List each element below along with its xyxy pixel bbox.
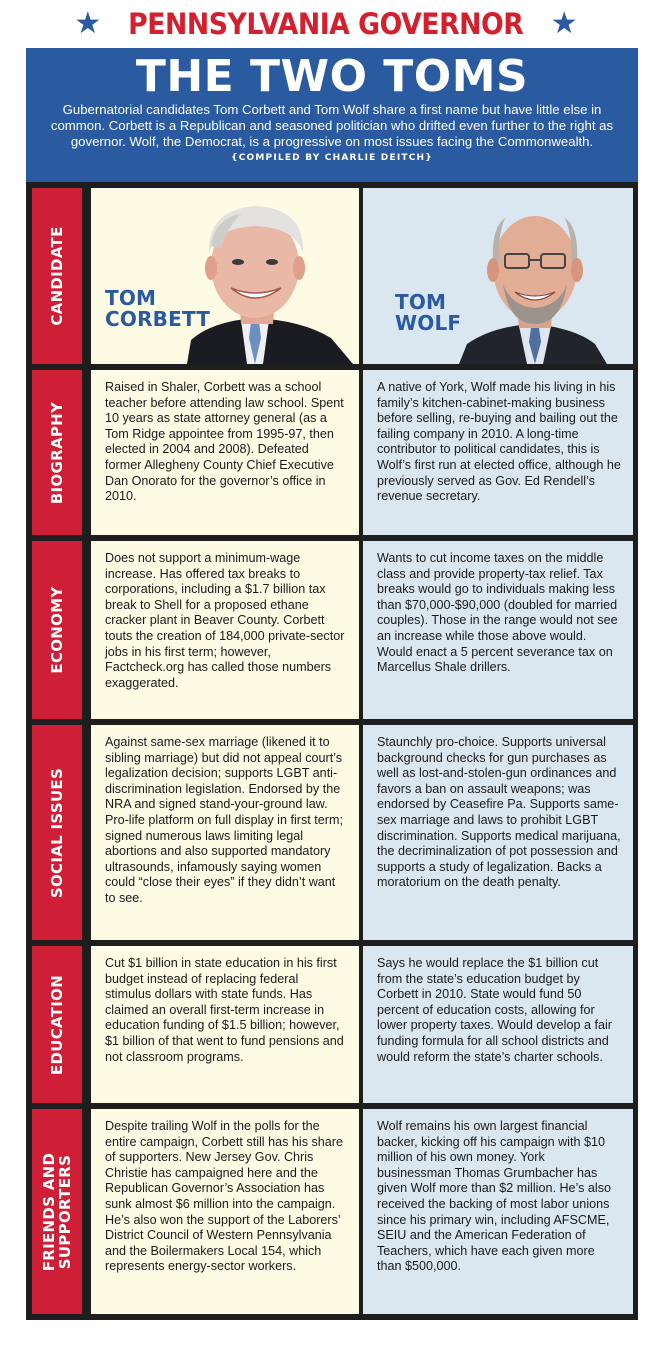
header-panel <box>26 48 638 182</box>
star-icon: ★ <box>74 7 102 40</box>
page-title: THE TWO TOMS <box>135 51 529 102</box>
row-education <box>26 940 638 1103</box>
kicker: PENNSYLVANIA GOVERNOR <box>128 7 524 41</box>
wolf-economy: Wants to cut income taxes on the middle class and provide property-tax relief. Tax breaks would go to individuals making less than $70,000-$90,000 (doubled for married couples). Those in the range would not see an increase while those above would. Would enact a 5 percent severance tax on Marcellus Shale drillers. <box>363 541 633 719</box>
wolf-friends-supporters: Wolf remains his own largest financial backer, kicking off his campaign with $10 million of his own money. York businessman Thomas Grumbacher has given Wolf more than $2 million. He’s also received the backing of most labor unions since his primary win, including AFSCME, SEIU and the American Federation of Teachers, which have each given more than $500,000. <box>363 1109 633 1314</box>
row-label-candidate: CANDIDATE <box>32 188 82 364</box>
row-social-issues <box>26 719 638 940</box>
corbett-portrait-cell <box>91 188 359 364</box>
row-economy <box>26 535 638 719</box>
row-candidate <box>26 182 638 364</box>
corbett-portrait <box>91 188 359 364</box>
row-label-education: EDUCATION <box>32 946 82 1103</box>
wolf-education: Says he would replace the $1 billion cut from the state’s education budget by Corbett in 2010. State would fund 50 percent of education costs, allowing for lower property taxes. Would develop a fair funding formula for all school districts and would reform the state’s charter schools. <box>363 946 633 1103</box>
corbett-social-issues: Against same-sex marriage (likened it to sibling marriage) but did not appeal court’s legalization decision; supports LGBT anti-discrimination legislation. Endorsed by the NRA and signed stand-your-ground law. Pro-life platform on full display in first term; signed numerous laws limiting legal abortions and also supported mandatory ultrasounds, infamously saying women could “close their eyes” if they didn’t want to see. <box>91 725 359 940</box>
row-biography <box>26 364 638 535</box>
row-label-social-issues: SOCIAL ISSUES <box>32 725 82 940</box>
row-label-economy: ECONOMY <box>32 541 82 719</box>
intro-text: Gubernatorial candidates Tom Corbett and Tom Wolf share a first name but have little else in common. Corbett is a Republican and seasoned politician who drifted even further to the right as governor. Wolf, the Democrat, is a progressive on most issues facing the Commonwealth. <box>50 102 614 149</box>
row-label-friends-supporters: FRIENDS AND SUPPORTERS <box>32 1109 82 1314</box>
wolf-social-issues: Staunchly pro-choice. Supports universal background checks for gun purchases as well as lost-and-stolen-gun ordinances and favors a ban on assault weapons; was endorsed by Ceasefire Pa. Supports same-sex marriage and laws to prohibit LGBT discrimination. Supports medical marijuana, the decriminalization of pot possession and supports a study of legalization. Backs a moratorium on the death penalty. <box>363 725 633 940</box>
corbett-economy: Does not support a minimum-wage increase. Has offered tax breaks to corporations, including a $1.7 billion tax break to Shell for a proposed ethane cracker plant in Beaver County. Corbett touts the creation of 184,000 private-sector jobs in his first term; however, Factcheck.org has called those numbers exaggerated. <box>91 541 359 719</box>
credit-line: {COMPILED BY CHARLIE DEITCH} <box>231 153 433 163</box>
kicker-bar <box>0 0 652 48</box>
corbett-education: Cut $1 billion in state education in his first budget instead of replacing federal stimulus dollars with state funds. Has claimed an overall first-term increase in education funding of $1.5 billion; however, $1 billion of that went to fund pensions and not classroom programs. <box>91 946 359 1103</box>
wolf-portrait <box>363 188 633 364</box>
corbett-friends-supporters: Despite trailing Wolf in the polls for the entire campaign, Corbett still has his share of supporters. New Jersey Gov. Chris Christie has campaigned here and the Republican Governor’s Association has sunk almost $6 million into the campaign. He’s also won the support of the Laborers’ District Council of Western Pennsylvania and the Boilermakers Local 154, which represents energy-sector workers. <box>91 1109 359 1314</box>
wolf-name: TOM WOLF <box>395 290 462 335</box>
corbett-name: TOM CORBETT <box>105 286 211 331</box>
star-icon: ★ <box>550 7 578 40</box>
wolf-biography: A native of York, Wolf made his living in his family’s kitchen-cabinet-making business before selling, re-buying and bailing out the failing company in 2010. A long-time contributor to political candidates, this is Wolf’s first run at elected office, although he previously served as Gov. Ed Rendell’s revenue secretary. <box>363 370 633 535</box>
comparison-grid <box>26 182 638 1320</box>
row-friends-supporters <box>26 1103 638 1314</box>
corbett-biography: Raised in Shaler, Corbett was a school teacher before attending law school. Spent 10 years as state attorney general (as a Tom Ridge appointee from 1995-97, then elected in 2004 and 2008). Defeated former Allegheny County Chief Executive Dan Onorato for the governor’s office in 2010. <box>91 370 359 535</box>
wolf-portrait-cell <box>363 188 633 364</box>
row-label-biography: BIOGRAPHY <box>32 370 82 535</box>
